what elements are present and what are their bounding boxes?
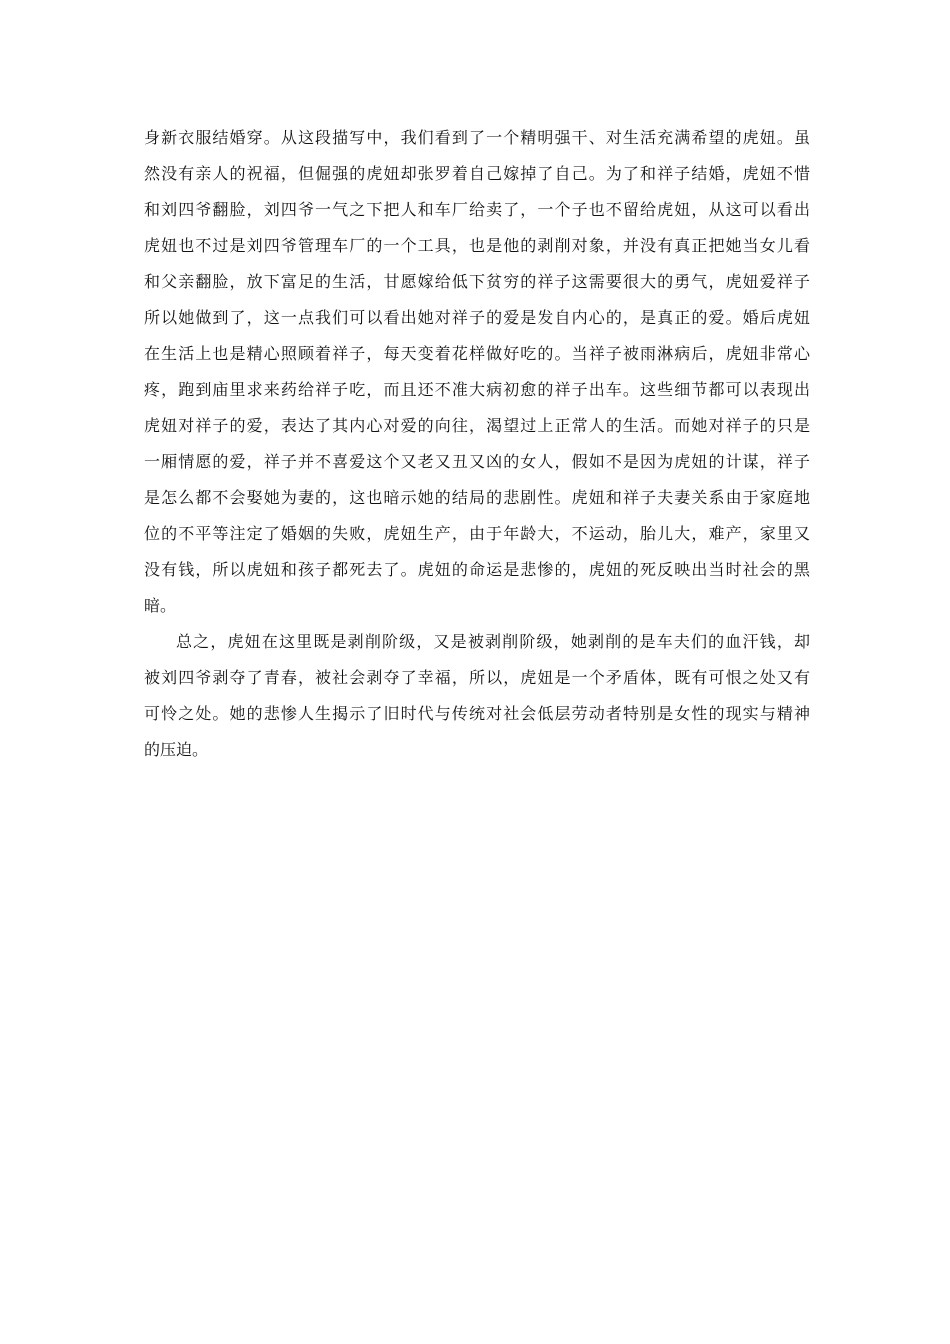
body-text xyxy=(144,120,810,768)
text-line: 是怎么都不会娶她为妻的，这也暗示她的结局的悲剧性。虎妞和祥子夫妻关系由于家庭地 xyxy=(144,488,810,507)
text-line: 的压迫。 xyxy=(144,740,209,759)
text-line: 在生活上也是精心照顾着祥子，每天变着花样做好吃的。当祥子被雨淋病后，虎妞非常心 xyxy=(144,344,810,363)
paragraph-1 xyxy=(144,120,810,624)
text-line: 暗。 xyxy=(144,596,177,615)
text-line: 可怜之处。她的悲惨人生揭示了旧时代与传统对社会低层劳动者特别是女性的现实与精神 xyxy=(144,704,810,723)
text-line: 身新衣服结婚穿。从这段描写中，我们看到了一个精明强干、对生活充满希望的虎妞。虽 xyxy=(144,128,810,147)
text-line: 然没有亲人的祝福，但倔强的虎妞却张罗着自己嫁掉了自己。为了和祥子结婚，虎妞不惜 xyxy=(144,164,810,183)
paragraph-2 xyxy=(144,624,810,768)
text-line: 一厢情愿的爱，祥子并不喜爱这个又老又丑又凶的女人，假如不是因为虎妞的计谋，祥子 xyxy=(144,452,810,471)
text-line: 没有钱，所以虎妞和孩子都死去了。虎妞的命运是悲惨的，虎妞的死反映出当时社会的黑 xyxy=(144,560,810,579)
text-line: 和父亲翻脸，放下富足的生活，甘愿嫁给低下贫穷的祥子这需要很大的勇气，虎妞爱祥子 xyxy=(144,272,810,291)
text-line: 被刘四爷剥夺了青春，被社会剥夺了幸福，所以，虎妞是一个矛盾体，既有可恨之处又有 xyxy=(144,668,810,687)
text-line: 和刘四爷翻脸，刘四爷一气之下把人和车厂给卖了，一个子也不留给虎妞，从这可以看出 xyxy=(144,200,810,219)
text-line: 虎妞也不过是刘四爷管理车厂的一个工具，也是他的剥削对象，并没有真正把她当女儿看 xyxy=(144,236,810,255)
text-line: 位的不平等注定了婚姻的失败，虎妞生产，由于年龄大，不运动，胎儿大，难产，家里又 xyxy=(144,524,810,543)
text-line: 总之，虎妞在这里既是剥削阶级，又是被剥削阶级，她剥削的是车夫们的血汗钱，却 xyxy=(176,632,810,651)
text-line: 虎妞对祥子的爱，表达了其内心对爱的向往，渴望过上正常人的生活。而她对祥子的只是 xyxy=(144,416,810,435)
text-line: 疼，跑到庙里求来药给祥子吃，而且还不准大病初愈的祥子出车。这些细节都可以表现出 xyxy=(144,380,810,399)
text-line: 所以她做到了，这一点我们可以看出她对祥子的爱是发自内心的，是真正的爱。婚后虎妞 xyxy=(144,308,810,327)
